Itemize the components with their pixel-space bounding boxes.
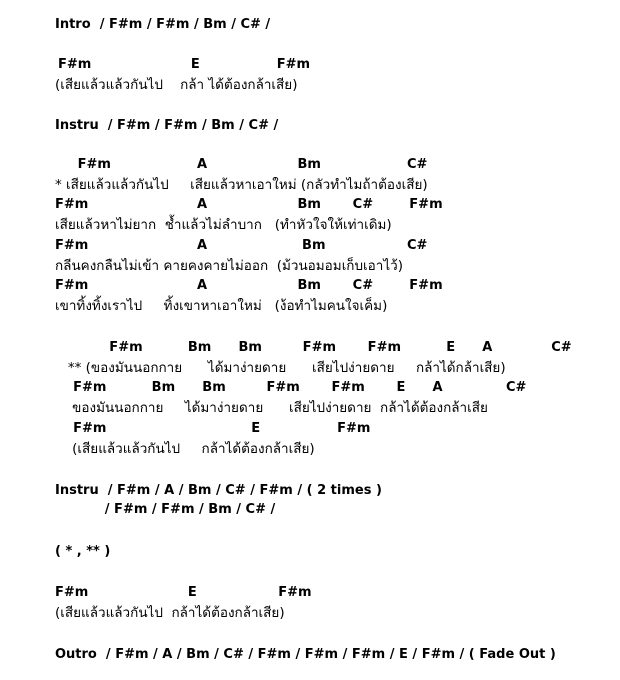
lyric-line: (เสียแล้วแล้วกันไป กล้าได้ต้องกล้าเสีย)	[55, 441, 315, 457]
instru-line: Instru / F#m / F#m / Bm / C# /	[55, 118, 279, 133]
chord-line: F#m A Bm C# F#m	[55, 197, 443, 212]
intro-line: Intro / F#m / F#m / Bm / C# /	[55, 17, 271, 32]
instru-line: Instru / F#m / A / Bm / C# / F#m / ( 2 times )	[55, 483, 382, 498]
lyric-line: เสียแล้วหาไม่ยาก ช้ำแล้วไม่ลำบาก (ทำหัวใจให้เท่าเดิม)	[55, 217, 392, 233]
lyric-line: (เสียแล้วแล้วกันไป กล้า ได้ต้องกล้าเสีย)	[55, 77, 298, 93]
chord-line: F#m A Bm C#	[55, 238, 428, 253]
lyric-line: ของมันนอกกาย ได้มาง่ายดาย เสียไปง่ายดาย กล้าได้ต้องกล้าเสีย	[55, 400, 488, 416]
repeat-marker: ( * , ** )	[55, 544, 111, 559]
lyric-line: * เสียแล้วแล้วกันไป เสียแล้วหาเอาใหม่ (กลัวทำไมถ้าต้องเสีย)	[55, 177, 428, 193]
chord-line: F#m E F#m	[58, 57, 311, 72]
lyric-line: (เสียแล้วแล้วกันไป กล้าได้ต้องกล้าเสีย)	[55, 605, 285, 621]
chord-line: F#m E F#m	[55, 421, 371, 436]
chord-line: F#m A Bm C#	[55, 157, 428, 172]
chord-line: F#m Bm Bm F#m F#m E A C#	[55, 380, 527, 395]
instru-line: / F#m / F#m / Bm / C# /	[55, 502, 276, 517]
lyric-line: กลีนคงกลืนไม่เข้า คายคงคายไม่ออก (ม้วนอมอมเก็บเอาไว้)	[55, 258, 403, 274]
lyric-line: ** (ของมันนอกกาย ได้มาง่ายดาย เสียไปง่ายดาย กล้าได้กล้าเสีย)	[55, 360, 506, 376]
chord-line: F#m Bm Bm F#m F#m E A C#	[55, 340, 572, 355]
chord-line: F#m A Bm C# F#m	[55, 278, 443, 293]
chord-line: F#m E F#m	[55, 585, 312, 600]
outro-line: Outro / F#m / A / Bm / C# / F#m / F#m / F#m / E / F#m / ( Fade Out )	[55, 647, 556, 662]
lyric-line: เขาทิ้งทิ้งเราไป ทิ้งเขาหาเอาใหม่ (ง้อทำไมคนใจเค็ม)	[55, 298, 388, 314]
